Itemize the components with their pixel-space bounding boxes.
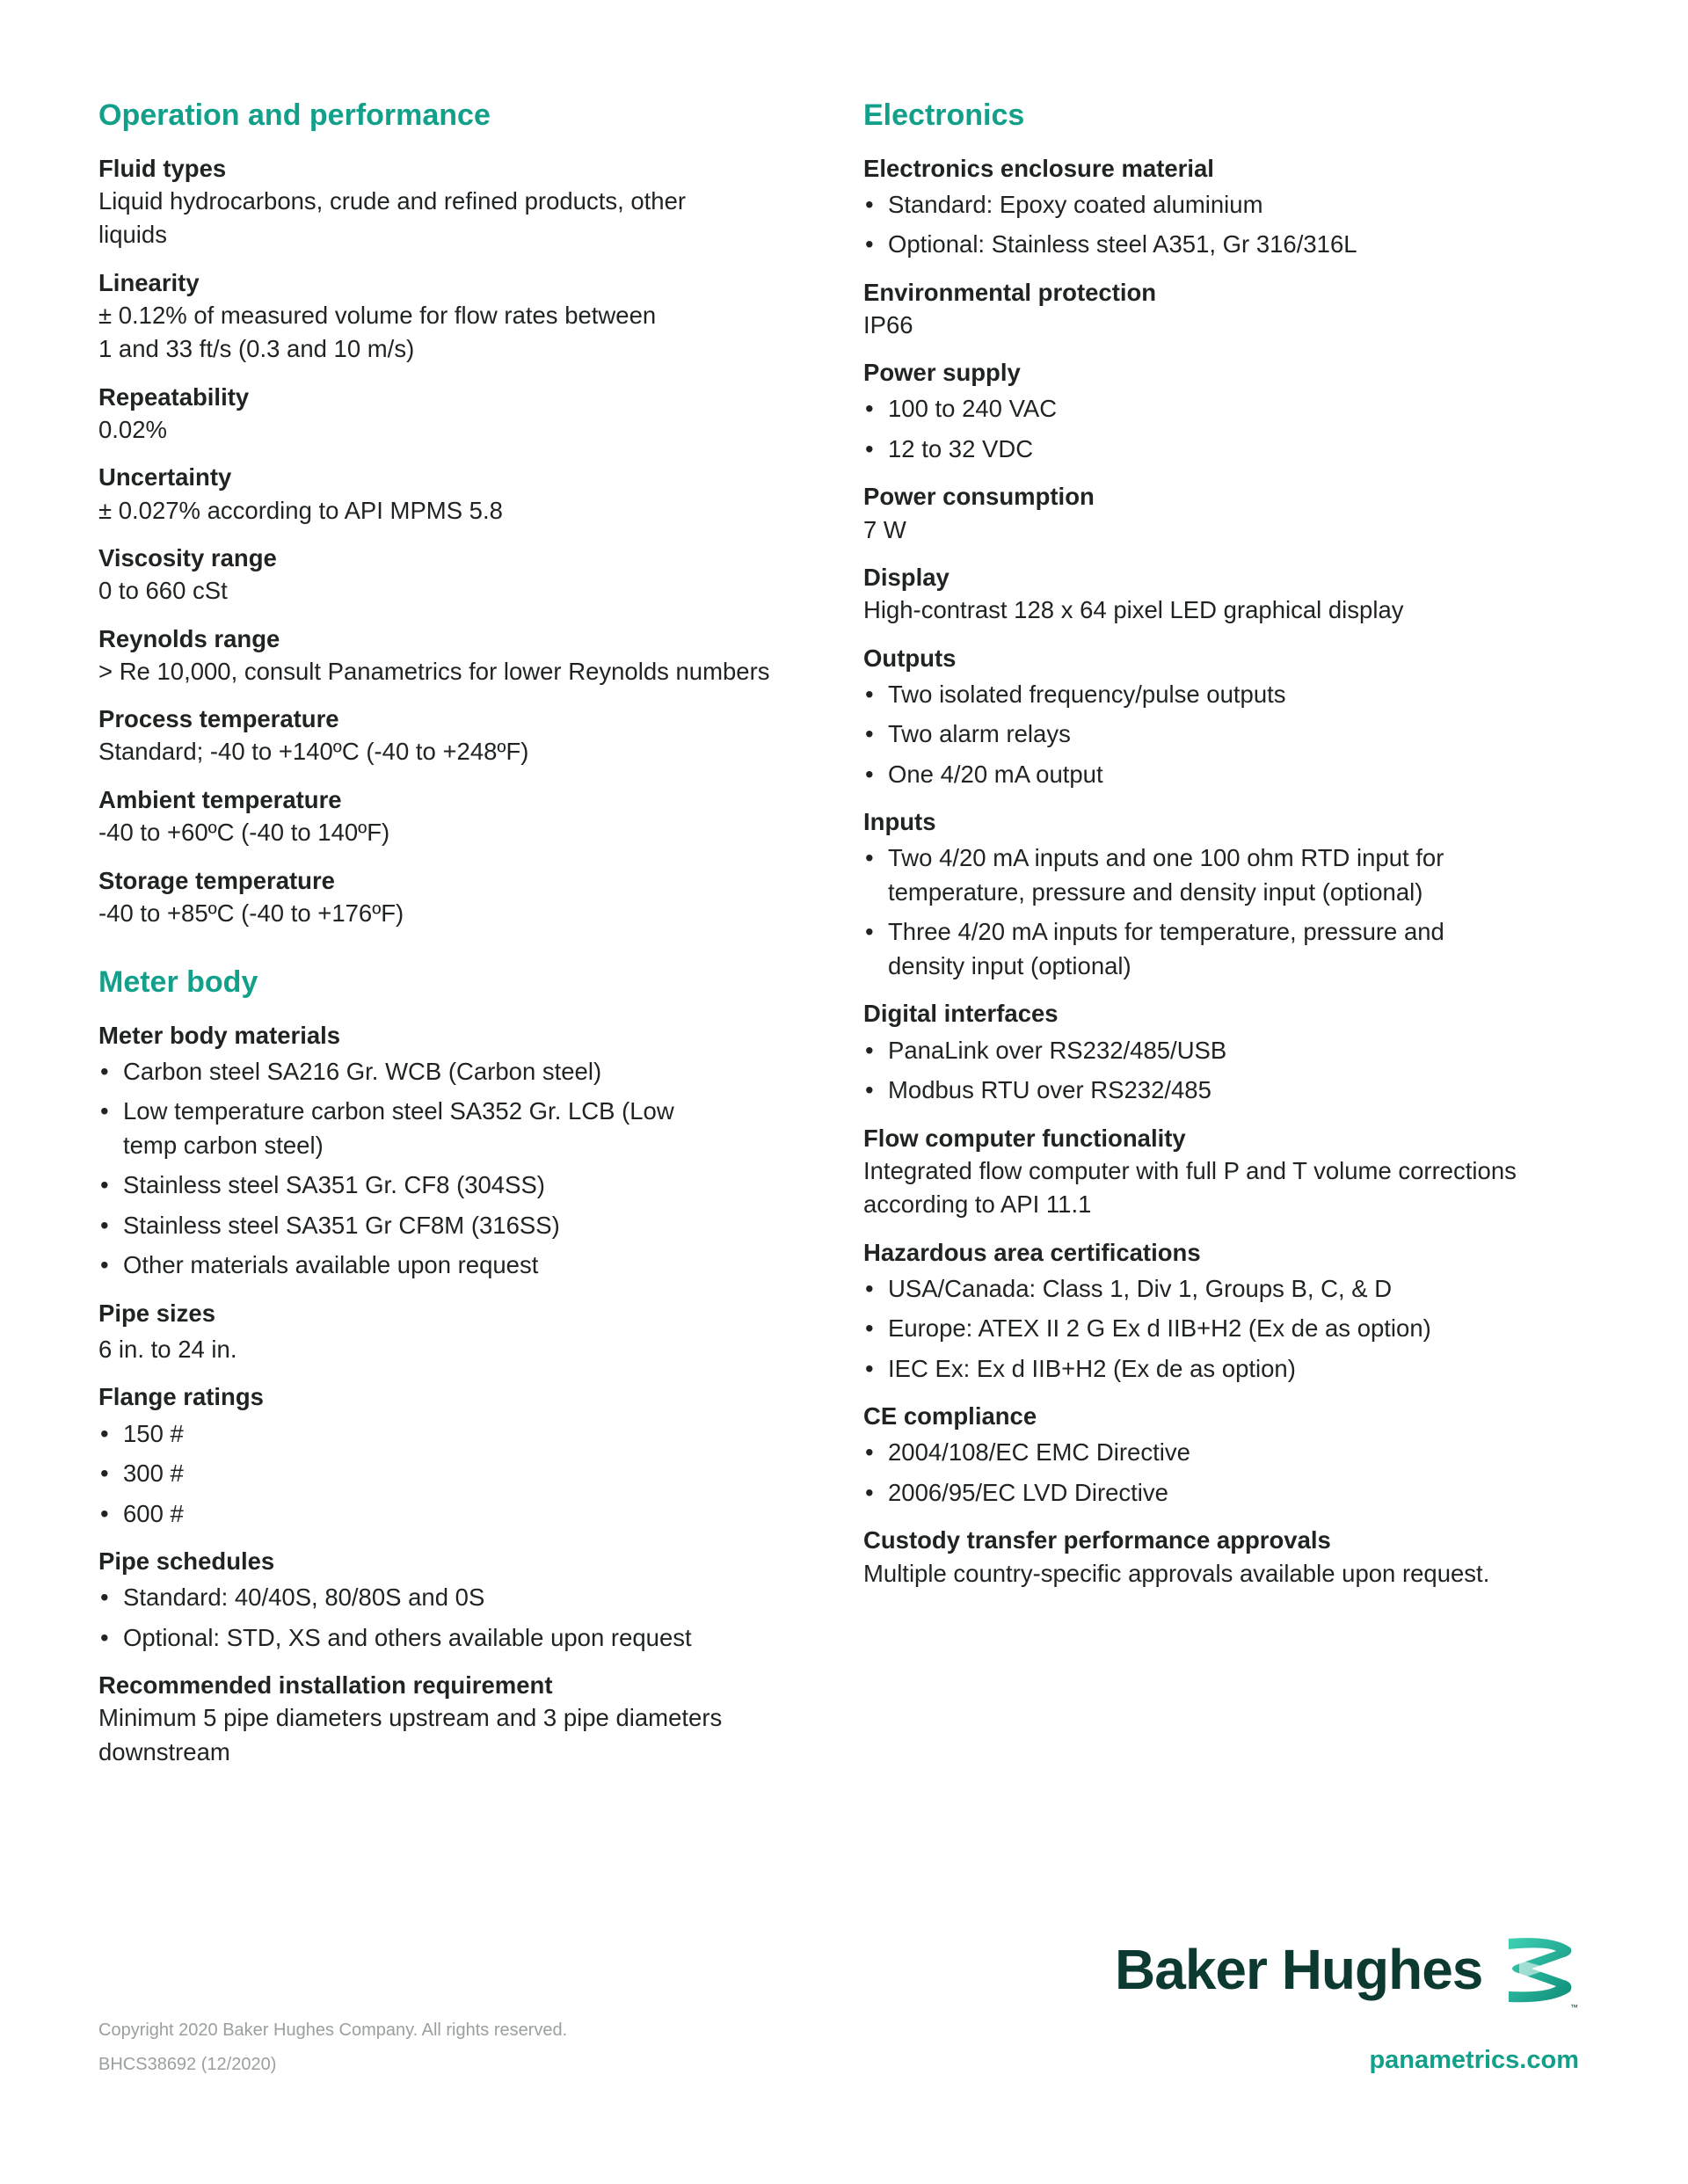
bullet-list xyxy=(863,392,1602,466)
list-item: • PanaLink over RS232/485/USB xyxy=(863,1034,1602,1068)
spec-label: Custody transfer performance approvals xyxy=(863,1526,1331,1554)
brand-name: Baker Hughes xyxy=(1115,1938,1483,2001)
bullet-list xyxy=(863,188,1602,262)
spec-environmental-protection xyxy=(863,276,1602,343)
list-item: • 100 to 240 VAC xyxy=(863,392,1602,426)
list-item: • Optional: Stainless steel A351, Gr 316/316L xyxy=(863,228,1602,262)
bullet-list xyxy=(98,1417,819,1532)
list-item: • Two 4/20 mA inputs and one 100 ohm RTD input for temperature, pressure and density input (optional) xyxy=(863,841,1503,909)
spec-value-line1: ± 0.12% of measured volume for flow rates between xyxy=(98,301,657,329)
spec-storage-temperature xyxy=(98,864,819,931)
section-meter-body xyxy=(98,964,819,1769)
list-item: • Standard: Epoxy coated aluminium xyxy=(863,188,1602,222)
list-item: • IEC Ex: Ex d IIB+H2 (Ex de as option) xyxy=(863,1352,1602,1387)
spec-flange-ratings xyxy=(98,1380,819,1531)
list-item: • Three 4/20 mA inputs for temperature, pressure and density input (optional) xyxy=(863,915,1521,983)
spec-value: 0 to 660 cSt xyxy=(98,577,228,605)
spec-label: Repeatability xyxy=(98,382,250,411)
bullet-list xyxy=(863,1272,1602,1387)
spec-label: Viscosity range xyxy=(98,544,277,571)
spec-meter-body-materials xyxy=(98,1019,819,1283)
spec-label: Environmental protection xyxy=(863,278,1157,306)
list-item: • Stainless steel SA351 Gr CF8M (316SS) xyxy=(98,1209,819,1243)
bullet-list xyxy=(98,1055,819,1283)
spec-label: Pipe schedules xyxy=(98,1547,275,1575)
section-title-operation: Operation and performance xyxy=(98,98,491,132)
section-electronics xyxy=(863,97,1602,1591)
spec-enclosure xyxy=(863,152,1602,262)
spec-value: IP66 xyxy=(863,310,913,339)
spec-reynolds xyxy=(98,622,819,689)
spec-value: -40 to +85ºC (-40 to +176ºF) xyxy=(98,899,404,927)
spec-viscosity xyxy=(98,542,819,608)
spec-value: > Re 10,000, consult Panametrics for lower Reynolds numbers xyxy=(98,657,770,685)
list-item: • Two isolated frequency/pulse outputs xyxy=(863,678,1602,712)
spec-label: Linearity xyxy=(98,268,200,296)
spec-label: CE compliance xyxy=(863,1402,1037,1431)
trademark-symbol: ™ xyxy=(1570,2003,1578,2011)
bullet-list xyxy=(863,678,1602,792)
list-item: • USA/Canada: Class 1, Div 1, Groups B, C, & D xyxy=(863,1272,1602,1307)
spec-label: Pipe sizes xyxy=(98,1299,215,1327)
list-item: • 2004/108/EC EMC Directive xyxy=(863,1436,1602,1470)
spec-value: Standard; -40 to +140ºC (-40 to +248ºF) xyxy=(98,738,529,766)
spec-process-temperature xyxy=(98,703,819,769)
list-item: • Carbon steel SA216 Gr. WCB (Carbon steel) xyxy=(98,1055,819,1089)
bullet-list xyxy=(863,1034,1602,1108)
spec-installation xyxy=(98,1669,819,1769)
spec-value: Multiple country-specific approvals available upon request. xyxy=(863,1559,1490,1587)
spec-label: Meter body materials xyxy=(98,1021,341,1049)
spec-label: Inputs xyxy=(863,808,936,836)
spec-value: 0.02% xyxy=(98,415,167,443)
spec-uncertainty xyxy=(98,461,819,528)
spec-label: Power supply xyxy=(863,359,1021,387)
list-item: • 12 to 32 VDC xyxy=(863,433,1602,467)
spec-power-supply xyxy=(863,356,1602,466)
document-code: BHCS38692 (12/2020) xyxy=(98,2055,277,2074)
spec-power-consumption xyxy=(863,480,1602,547)
spec-label: Digital interfaces xyxy=(863,1000,1059,1028)
section-operation xyxy=(98,97,819,930)
spec-fluid-types xyxy=(98,152,819,252)
baker-hughes-logo xyxy=(1115,1930,1581,2018)
website-link[interactable]: panametrics.com xyxy=(1369,2046,1579,2074)
spec-label: Fluid types xyxy=(98,154,227,182)
spec-inputs xyxy=(863,805,1602,983)
spec-ambient-temperature xyxy=(98,783,819,850)
spec-label: Display xyxy=(863,564,950,591)
spec-label: Storage temperature xyxy=(98,866,335,894)
list-item: • Modbus RTU over RS232/485 xyxy=(863,1074,1602,1108)
spec-pipe-schedules xyxy=(98,1545,819,1655)
spec-label: Power consumption xyxy=(863,483,1095,511)
spec-label: Flange ratings xyxy=(98,1383,264,1411)
spec-value-line2: 1 and 33 ft/s (0.3 and 10 m/s) xyxy=(98,335,415,363)
list-item: • Other materials available upon request xyxy=(98,1249,819,1283)
right-column xyxy=(863,97,1602,1605)
spec-value: Minimum 5 pipe diameters upstream and 3 pipe diameters downstream xyxy=(98,1704,723,1765)
spec-value: -40 to +60ºC (-40 to 140ºF) xyxy=(98,819,390,846)
bullet-list xyxy=(98,1581,819,1655)
spec-outputs xyxy=(863,642,1602,792)
list-item: • Two alarm relays xyxy=(863,717,1602,752)
spec-linearity xyxy=(98,266,819,367)
list-item: • Optional: STD, XS and others available upon request xyxy=(98,1621,819,1656)
spec-custody-transfer xyxy=(863,1524,1602,1591)
spec-label: Process temperature xyxy=(98,705,339,733)
list-item: • 2006/95/EC LVD Directive xyxy=(863,1476,1602,1511)
spec-value: 7 W xyxy=(863,515,906,543)
spec-value: ± 0.027% according to API MPMS 5.8 xyxy=(98,496,503,524)
list-item: • 150 # xyxy=(98,1417,819,1452)
spec-value: High-contrast 128 x 64 pixel LED graphical display xyxy=(863,596,1404,624)
spec-label: Electronics enclosure material xyxy=(863,154,1214,182)
spec-repeatability xyxy=(98,381,819,448)
spec-label: Recommended installation requirement xyxy=(98,1671,553,1700)
bullet-list xyxy=(863,841,1602,983)
spec-hazardous-area xyxy=(863,1236,1602,1387)
spec-pipe-sizes xyxy=(98,1297,819,1367)
spec-label: Hazardous area certifications xyxy=(863,1238,1201,1266)
spec-flow-computer xyxy=(863,1122,1602,1222)
spec-value: Integrated flow computer with full P and T volume corrections according to API 11.1 xyxy=(863,1156,1517,1219)
section-title-meter-body: Meter body xyxy=(98,965,258,1000)
section-title-electronics: Electronics xyxy=(863,98,1025,132)
copyright-text: Copyright 2020 Baker Hughes Company. All rights reserved. xyxy=(98,2020,568,2040)
list-item: • One 4/20 mA output xyxy=(863,758,1602,792)
spec-label: Ambient temperature xyxy=(98,785,342,813)
list-item: • 600 # xyxy=(98,1497,819,1532)
spec-value: Liquid hydrocarbons, crude and refined products, other liquids xyxy=(98,186,687,249)
left-column xyxy=(98,97,819,1783)
spec-label: Reynolds range xyxy=(98,624,280,652)
spec-label: Uncertainty xyxy=(98,463,232,491)
spec-display xyxy=(863,561,1602,628)
list-item: • Europe: ATEX II 2 G Ex d IIB+H2 (Ex de as option) xyxy=(863,1312,1602,1346)
spec-digital-interfaces xyxy=(863,997,1602,1107)
list-item: • Low temperature carbon steel SA352 Gr. LCB (Low temp carbon steel) xyxy=(98,1095,686,1162)
spec-ce-compliance xyxy=(863,1400,1602,1510)
list-item: • Standard: 40/40S, 80/80S and 0S xyxy=(98,1581,819,1615)
spec-label: Outputs xyxy=(863,644,957,672)
baker-hughes-mark-icon xyxy=(1500,1930,1581,2011)
spec-value: 6 in. to 24 in. xyxy=(98,1335,237,1363)
list-item: • Stainless steel SA351 Gr. CF8 (304SS) xyxy=(98,1168,819,1203)
list-item: • 300 # xyxy=(98,1457,819,1491)
bullet-list xyxy=(863,1436,1602,1510)
spec-label: Flow computer functionality xyxy=(863,1124,1186,1152)
